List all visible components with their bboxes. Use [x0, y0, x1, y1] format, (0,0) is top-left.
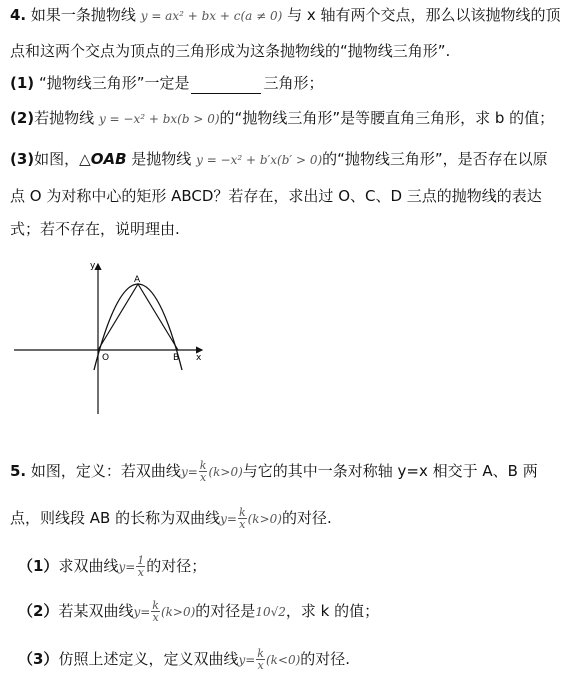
q5-condition: (k>0): [247, 512, 282, 526]
q5-part-2: [18, 598, 379, 625]
q4-part-2: [10, 107, 554, 130]
q5-part-2-label: （2）: [18, 602, 59, 620]
q4-part-2-text-a: 若抛物线: [34, 109, 95, 127]
q4-part-2-label: (2): [10, 109, 35, 127]
q4-part-2-equation: y = −x² + bx(b > 0): [98, 112, 220, 126]
frac-num: k: [152, 599, 159, 612]
fraction-k-over-x: [199, 460, 208, 483]
fraction-k-over-x: [151, 600, 160, 623]
q5-part-3-text-b: 的对径.: [300, 650, 351, 668]
q5-part-2-text-c: ，求 k 的值；: [285, 602, 380, 620]
q5-line-2-a: 点，则线段 AB 的长称为双曲线: [10, 509, 221, 527]
q4-part-1-text-b: 三角形；: [263, 74, 324, 92]
frac-num: k: [199, 459, 207, 472]
q4-part-3-equation: y = −x² + b′x(b′ > 0): [196, 153, 323, 167]
answer-blank: [191, 78, 261, 94]
fraction-k-over-x: [256, 648, 265, 671]
q4-part-3-line-1: [10, 148, 548, 171]
q4-line-2: 点和这两个交点为顶点的三角形成为这条抛物线的“抛物线三角形”.: [10, 42, 451, 60]
q5-part-3-text-a: 仿照上述定义，定义双曲线: [58, 650, 239, 668]
q4-part-3-text-a: 如图，: [34, 150, 80, 168]
q5-text-b: 与它的其中一条对称轴 y=x 相交于 A、B 两: [242, 462, 538, 480]
q5-line-1: [10, 458, 538, 485]
y-equals: y=: [220, 512, 237, 526]
frac-den: x: [152, 611, 159, 624]
fraction-k-over-x: [238, 507, 247, 530]
frac-num: 1: [137, 554, 145, 567]
q5-part-2-text-a: 若某双曲线: [58, 602, 134, 620]
y-equals: y=: [180, 465, 198, 479]
diameter-value: 10√2: [255, 605, 286, 619]
q5-part-1-label: （1）: [18, 557, 59, 575]
q5-condition: (k>0): [160, 605, 196, 619]
frac-den: x: [200, 471, 207, 484]
q4-intro-a: 如果一条抛物线: [30, 6, 136, 24]
q4-part-1-text-a: “抛物线三角形”一定是: [38, 74, 190, 92]
q5-line-2-b: 的对径.: [281, 509, 332, 527]
q5-part-1: [18, 553, 206, 580]
point-b-label: B: [173, 353, 180, 363]
q4-part-3-line-2: 点 O 为对称中心的矩形 ABCD？若存在，求出过 O、C、D 三点的抛物线的表达: [10, 187, 542, 205]
q4-line-1: [10, 4, 561, 27]
triangle-oab: △OAB: [79, 150, 127, 168]
q5-part-3: [18, 646, 350, 673]
frac-num: k: [257, 647, 264, 660]
triangle-oab-shape: [98, 284, 178, 350]
y-equals: y=: [133, 605, 151, 619]
point-o-label: O: [102, 353, 110, 363]
q4-part-1: [10, 72, 324, 94]
q4-intro-b: 与 x 轴有两个交点，那么以该抛物线的顶: [287, 6, 561, 24]
q4-part-2-text-b: 的“抛物线三角形”是等腰直角三角形，求 b 的值；: [219, 109, 555, 127]
frac-den: x: [239, 518, 246, 531]
x-axis-label: x: [196, 353, 202, 363]
frac-den: x: [257, 659, 264, 672]
q4-general-equation: y = ax² + bx + c(a ≠ 0): [140, 9, 283, 23]
q4-number: 4.: [10, 6, 27, 24]
q5-part-1-text-a: 求双曲线: [58, 557, 119, 575]
q5-line-2: [10, 505, 332, 532]
y-equals: y=: [118, 560, 136, 574]
q5-condition: (k>0): [208, 465, 243, 479]
y-axis-label: y: [90, 261, 96, 271]
q5-part-1-text-b: 的对径；: [146, 557, 207, 575]
parabola-figure: [10, 258, 210, 418]
q5-part-3-condition: (k<0): [265, 653, 301, 667]
fraction-1-over-x: [136, 555, 145, 578]
frac-num: k: [238, 506, 246, 519]
frac-den: x: [137, 566, 144, 579]
q5-text-a: 如图，定义：若双曲线: [30, 462, 181, 480]
q5-number: 5.: [10, 462, 27, 480]
q4-part-3-text-b: 是抛物线: [131, 150, 192, 168]
q4-part-1-label: (1): [10, 74, 35, 92]
q5-part-3-label: （3）: [18, 650, 59, 668]
y-equals: y=: [238, 653, 256, 667]
q5-part-2-text-b: 的对径是: [195, 602, 256, 620]
q4-part-3-text-c: 的“抛物线三角形”，是否存在以原: [322, 150, 548, 168]
q4-part-3-line-3: 式；若不存在，说明理由.: [10, 220, 180, 238]
point-a-label: A: [134, 275, 141, 285]
q4-part-3-label: (3): [10, 150, 35, 168]
